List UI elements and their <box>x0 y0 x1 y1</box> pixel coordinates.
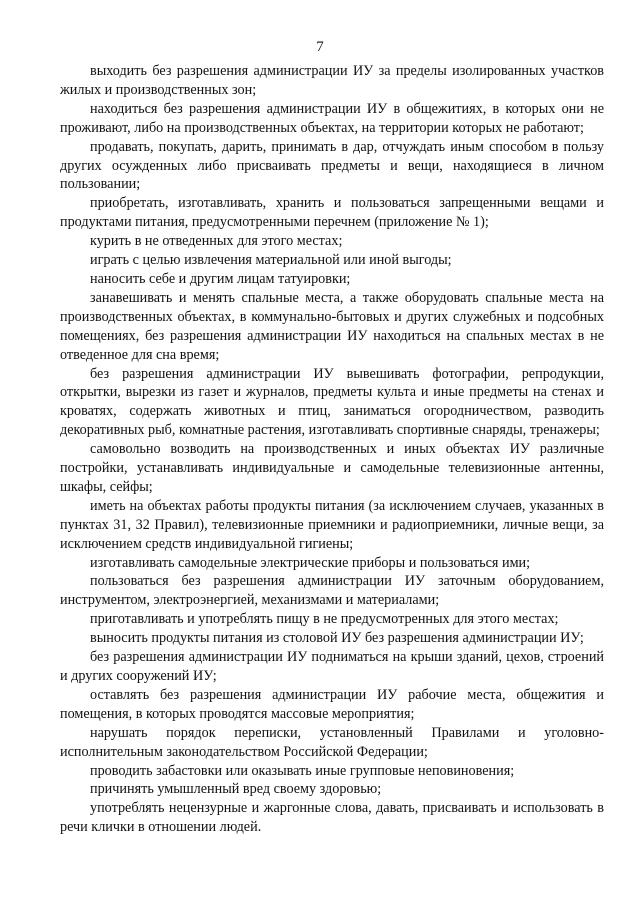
paragraph: наносить себе и другим лицам татуировки; <box>90 270 351 287</box>
paragraph: нарушать порядок переписки, установленный Правилами и уголовно-исполнительным законодательством Российской Федерации; <box>60 724 604 760</box>
paragraph: причинять умышленный вред своему здоровью; <box>90 781 382 798</box>
paragraph: играть с целью извлечения материальной или иной выгоды; <box>90 252 452 269</box>
paragraph: проводить забастовки или оказывать иные групповые неповиновения; <box>90 762 515 779</box>
paragraph: иметь на объектах работы продукты питания (за исключением случаев, указанных в пунктах 31, 32 Правил), телевизионные приемники и радиоприемники, личные вещи, за исключением средств индивидуальной гигиены; <box>60 497 604 552</box>
paragraph: без разрешения администрации ИУ вывешивать фотографии, репродукции, открытки, вырезки из газет и журналов, предметы культа и иные предметы на стенах и кроватях, содержать животных и птиц, заниматься огородничеством, разводить декоративных рыб, комнатные растения, изготавливать спортивные снаряды, тренажеры; <box>60 365 604 439</box>
paragraph: самовольно возводить на производственных и иных объектах ИУ различные постройки, устанавливать индивидуальные и самодельные телевизионные антенны, шкафы, сейфы; <box>60 441 604 495</box>
paragraph: выходить без разрешения администрации ИУ за пределы изолированных участков жилых и производственных зон; <box>60 63 604 98</box>
paragraph: пользоваться без разрешения администрации ИУ заточным оборудованием, инструментом, электроэнергией, механизмами и материалами; <box>60 573 604 609</box>
paragraph: употреблять нецензурные и жаргонные слова, давать, присваивать и использовать в речи клички в отношении людей. <box>60 800 604 836</box>
paragraph: выносить продукты питания из столовой ИУ без разрешения администрации ИУ; <box>90 630 584 647</box>
paragraph: без разрешения администрации ИУ подниматься на крыши зданий, цехов, строений и других сооружений ИУ; <box>60 649 604 684</box>
paragraph: продавать, покупать, дарить, принимать в дар, отчуждать иным способом в пользу других осужденных либо присваивать предметы и вещи, находящиеся в личном пользовании; <box>60 138 604 193</box>
body-text <box>60 62 604 837</box>
page-number: 7 <box>316 39 324 55</box>
paragraph: курить в не отведенных для этого местах; <box>90 233 343 250</box>
paragraph: оставлять без разрешения администрации ИУ рабочие места, общежития и помещения, в которых проводятся массовые мероприятия; <box>60 686 604 722</box>
paragraph: изготавливать самодельные электрические приборы и пользоваться ими; <box>90 554 531 571</box>
paragraph: приобретать, изготавливать, хранить и пользоваться запрещенными вещами и продуктами питания, предусмотренными перечнем (приложение № 1); <box>60 195 604 231</box>
paragraph: приготавливать и употреблять пищу в не предусмотренных для этого местах; <box>90 611 559 628</box>
paragraph: занавешивать и менять спальные места, а также оборудовать спальные места на производственных объектах, в коммунально-бытовых и других служебных и подсобных помещениях, без разрешения администрации ИУ находиться на спальных местах в не отведенное для сна время; <box>60 289 604 363</box>
paragraph: находиться без разрешения администрации ИУ в общежитиях, в которых они не проживают, либо на производственных объектах, на территории которых не работают; <box>60 100 604 136</box>
